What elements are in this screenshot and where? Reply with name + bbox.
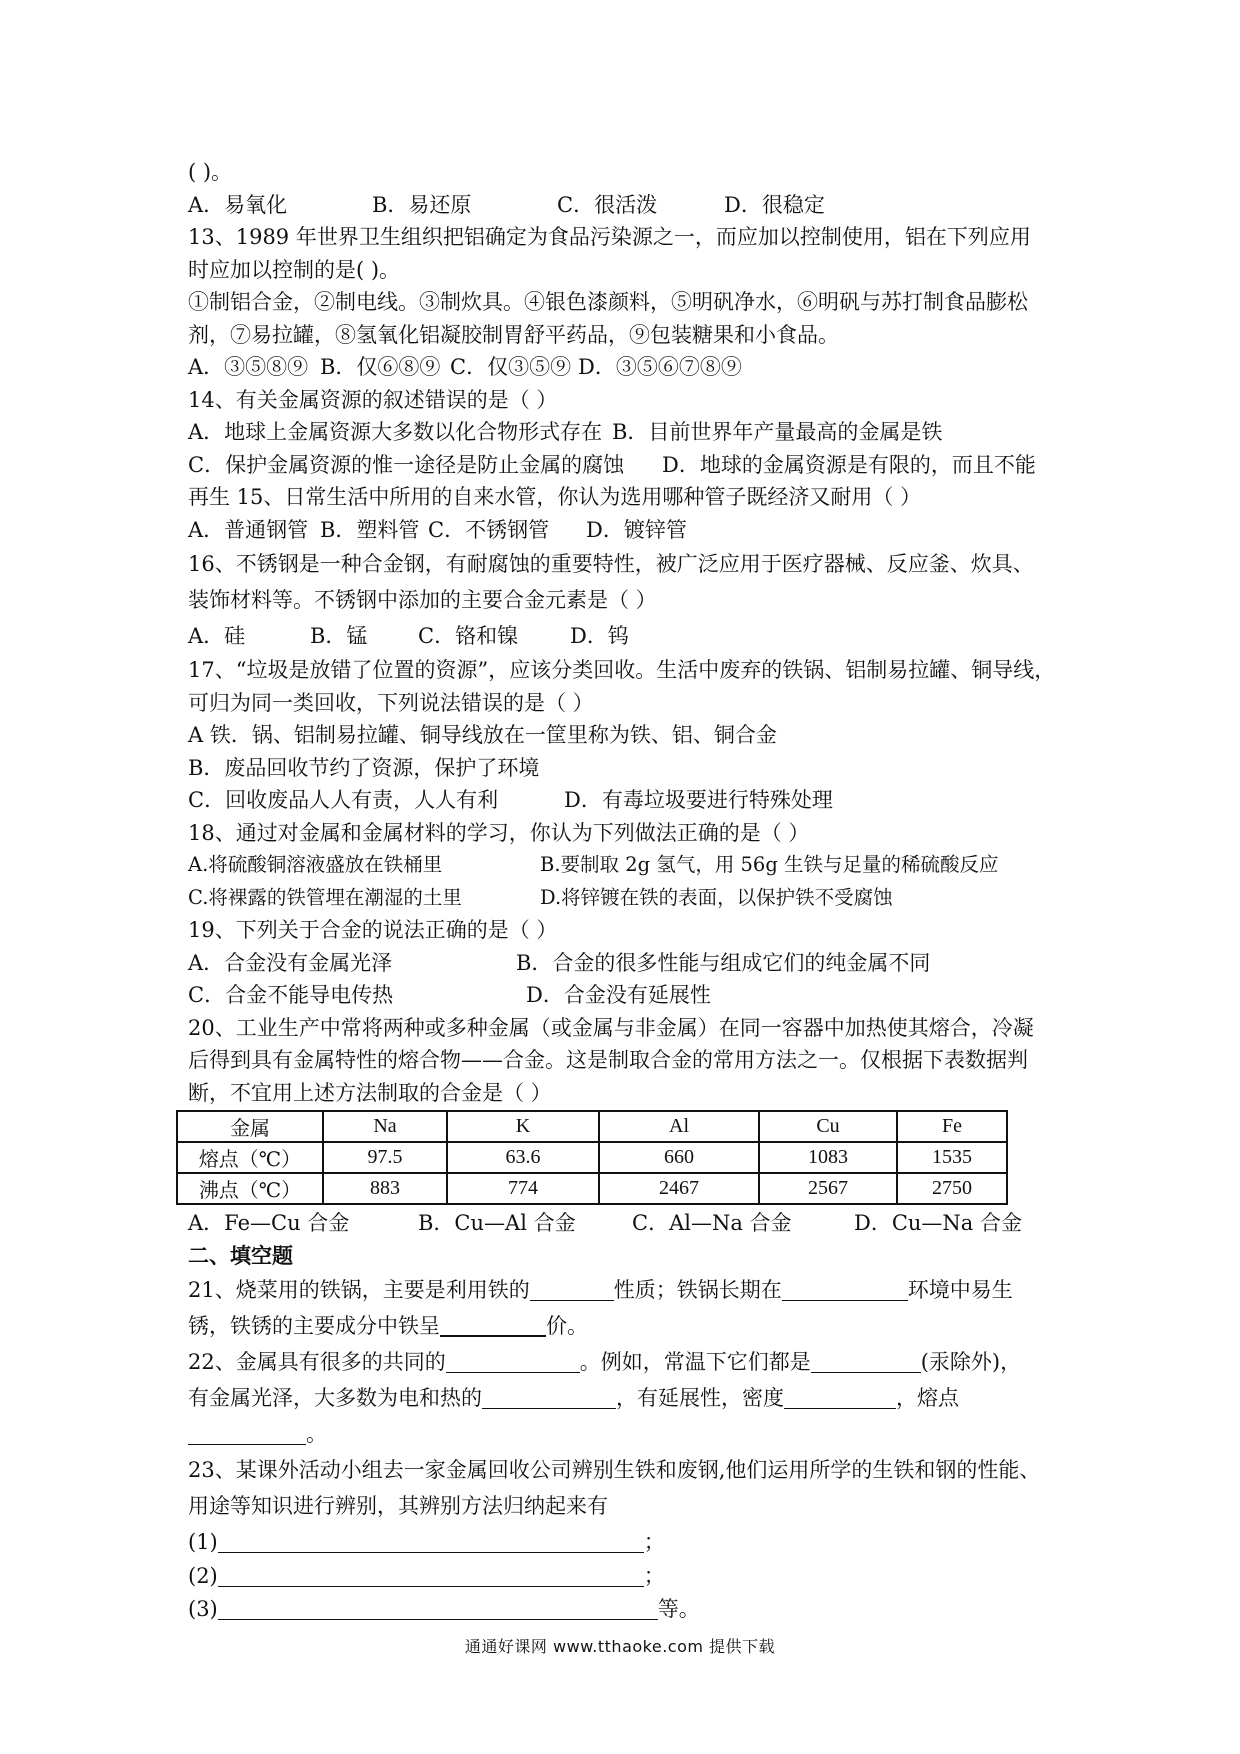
q19-options-ab — [188, 947, 1068, 980]
q14-option-d: D．地球的金属资源是有限的，而且不能 — [662, 452, 1036, 477]
q16-option-d: D．钨 — [570, 624, 629, 648]
q18-option-d: D.将锌镀在铁的表面，以保护铁不受腐蚀 — [540, 885, 893, 909]
q17-option-c: C．回收废品人人有责，人人有利 — [188, 788, 499, 812]
q17-options-cd — [188, 784, 1068, 817]
q23-line: 23、某课外活动小组去一家金属回收公司辨别生铁和废钢,他们运用所学的生铁和钢的性能、 — [188, 1458, 1041, 1482]
q22-text: (汞除外)， — [920, 1350, 1022, 1374]
q23-item-1 — [188, 1524, 1068, 1560]
q20-line: 断，不宜用上述方法制取的合金是（ ） — [188, 1080, 552, 1105]
q22-text: 有金属光泽，大多数为电和热的 — [188, 1386, 482, 1410]
q13-line: 时应加以控制的是( )。 — [188, 257, 401, 282]
q23-item-label: (1) — [188, 1530, 218, 1554]
q22-blank-conductor[interactable] — [482, 1384, 616, 1409]
table-cell: 2467 — [599, 1173, 759, 1204]
q22-text: 22、金属具有很多的共同的 — [188, 1350, 446, 1374]
q22-blank-melting-point[interactable] — [188, 1420, 306, 1445]
q12-option-a: A．易氧化 — [188, 192, 288, 217]
q20-option-b: B．Cu—Al 合金 — [418, 1211, 576, 1235]
table-cell: 774 — [447, 1173, 599, 1204]
q14-option-a: A．地球上金属资源大多数以化合物形式存在 — [188, 420, 603, 444]
q19-option-b: B．合金的很多性能与组成它们的纯金属不同 — [516, 950, 931, 975]
q20-option-d: D．Cu—Na 合金 — [854, 1211, 1022, 1235]
q23-item-end: 等。 — [657, 1596, 700, 1621]
table-header-cell: Cu — [759, 1111, 897, 1142]
q23-item-label: (2) — [188, 1564, 218, 1588]
table-row — [177, 1142, 1007, 1173]
q12-tail: ( )。 — [188, 160, 233, 184]
q22-blank-state[interactable] — [811, 1348, 921, 1373]
q12-option-b: B．易还原 — [372, 192, 472, 217]
q21-blank-valence[interactable] — [440, 1311, 546, 1337]
table-header-cell: Na — [323, 1111, 447, 1142]
q14-option-c: C．保护金属资源的惟一途径是防止金属的腐蚀 — [188, 452, 625, 477]
table-cell: 熔点（℃） — [177, 1142, 323, 1173]
q23-line: 用途等知识进行辨别，其辨别方法归纳起来有 — [188, 1494, 608, 1518]
q23-blank-method[interactable] — [218, 1528, 644, 1553]
q12-option-c: C．很活泼 — [557, 192, 658, 217]
q21-text: 21、烧菜用的铁锅，主要是利用铁的 — [188, 1278, 530, 1302]
table-header-row — [177, 1111, 1007, 1142]
q22-line — [188, 1380, 1068, 1416]
q17-line: A 铁．锅、铝制易拉罐、铜导线放在一筐里称为铁、铝、铜合金 — [188, 723, 777, 747]
q13-option-b: B．仅⑥⑧⑨ — [320, 355, 441, 379]
q13-line: ①制铝合金，②制电线。③制炊具。④银色漆颜料，⑤明矾净水，⑥明矾与苏打制食品膨松 — [188, 290, 1028, 314]
q18-option-a: A.将硫酸铜溶液盛放在铁桶里 — [188, 853, 443, 876]
table-cell: 2567 — [759, 1173, 897, 1204]
table-cell: 1535 — [897, 1142, 1007, 1173]
q21-text: 价。 — [546, 1314, 588, 1338]
q18-options-cd — [188, 882, 1068, 915]
q14-option-b: B．目前世界年产量最高的金属是铁 — [612, 420, 943, 444]
q13-line: 剂，⑦易拉罐，⑧氢氧化铝凝胶制胃舒平药品，⑨包装糖果和小食品。 — [188, 322, 839, 347]
q20-line: 后得到具有金属特性的熔合物——合金。这是制取合金的常用方法之一。仅根据下表数据判 — [188, 1048, 1028, 1072]
q16-option-a: A．硅 — [188, 624, 246, 648]
q17-line: 可归为同一类回收，下列说法错误的是（ ） — [188, 690, 594, 715]
table-cell: 1083 — [759, 1142, 897, 1173]
q20-options — [188, 1207, 1068, 1240]
q13-options — [188, 351, 1068, 384]
q16-option-c: C．铬和镍 — [418, 624, 519, 648]
table-cell: 97.5 — [323, 1142, 447, 1173]
q22-blank-properties[interactable] — [446, 1348, 580, 1373]
footer-credit: 通通好课网 www.tthaoke.com 提供下载 — [464, 1637, 776, 1656]
q15-option-b: B．塑料管 — [320, 517, 420, 542]
q22-text: ，有延展性，密度 — [616, 1386, 784, 1410]
q22-line — [188, 1344, 1068, 1380]
q22-blank-density[interactable] — [784, 1384, 896, 1409]
q14-options-cd — [188, 449, 1068, 482]
q23-blank-method[interactable] — [218, 1562, 644, 1587]
section-title-fill-in: 二、填空题 — [188, 1243, 293, 1268]
q15-option-a: A．普通钢管 — [188, 517, 309, 542]
q21-line — [188, 1308, 1068, 1344]
table-cell: 660 — [599, 1142, 759, 1173]
table-header-cell: K — [447, 1111, 599, 1142]
table-header-cell: Al — [599, 1111, 759, 1142]
q22-text: 。例如，常温下它们都是 — [579, 1350, 811, 1374]
q18-option-c: C.将裸露的铁管埋在潮湿的土里 — [188, 885, 462, 909]
q16-line: 16、不锈钢是一种合金钢，有耐腐蚀的重要特性，被广泛应用于医疗器械、反应釜、炊具、 — [188, 552, 1034, 576]
q21-line — [188, 1272, 1068, 1308]
q17-line: B．废品回收节约了资源，保护了环境 — [188, 755, 540, 780]
q23-item-end: ； — [643, 1564, 665, 1588]
q20-line: 20、工业生产中常将两种或多种金属（或金属与非金属）在同一容器中加热使其熔合，冷凝 — [188, 1015, 1034, 1040]
q23-item-end: ； — [643, 1530, 665, 1554]
q18-stem: 18、通过对金属和金属材料的学习，你认为下列做法正确的是（ ） — [188, 820, 810, 845]
q15-option-d: D．镀锌管 — [586, 517, 687, 542]
q23-item-label: (3) — [188, 1596, 218, 1621]
q14-options-ab — [188, 416, 1068, 449]
q13-option-d: D．③⑤⑥⑦⑧⑨ — [578, 355, 742, 379]
q18-options-ab — [188, 849, 1068, 882]
q16-options — [188, 618, 1068, 654]
q20-option-a: A．Fe—Cu 合金 — [188, 1211, 350, 1235]
q13-option-c: C．仅③⑤⑨ — [450, 355, 572, 379]
q22-text: 。 — [306, 1422, 327, 1446]
table-cell: 沸点（℃） — [177, 1173, 323, 1204]
q19-option-c: C．合金不能导电传热 — [188, 983, 394, 1007]
q23-blank-method[interactable] — [218, 1595, 658, 1620]
table-row — [177, 1173, 1007, 1204]
table-cell: 883 — [323, 1173, 447, 1204]
table-cell: 63.6 — [447, 1142, 599, 1173]
melting-boiling-point-table — [176, 1110, 1008, 1205]
q22-line — [188, 1416, 1068, 1452]
q23-item-2 — [188, 1560, 1068, 1593]
exam-page — [188, 156, 1068, 1625]
q18-option-b: B.要制取 2g 氢气，用 56g 生铁与足量的稀硫酸反应 — [540, 853, 999, 876]
q15-options — [188, 514, 1068, 547]
q19-options-cd — [188, 979, 1068, 1012]
q14-stem: 14、有关金属资源的叙述错误的是（ ） — [188, 387, 558, 412]
q14-wrap-q15-stem: 再生 15、日常生活中所用的自来水管，你认为选用哪种管子既经济又耐用（ ） — [188, 485, 922, 509]
q16-line: 装饰材料等。不锈钢中添加的主要合金元素是（ ） — [188, 588, 657, 612]
q21-blank-environment[interactable] — [782, 1276, 908, 1301]
table-header-cell: Fe — [897, 1111, 1007, 1142]
q13-option-a: A．③⑤⑧⑨ — [188, 355, 309, 379]
q21-text: 锈，铁锈的主要成分中铁呈 — [188, 1314, 440, 1338]
q12-options — [188, 189, 1068, 222]
table-header-cell: 金属 — [177, 1111, 323, 1142]
q15-option-c: C．不锈钢管 — [428, 517, 550, 542]
q16-option-b: B．锰 — [310, 624, 368, 648]
q23-item-3 — [188, 1593, 1068, 1626]
q19-stem: 19、下列关于合金的说法正确的是（ ） — [188, 918, 558, 942]
q12-option-d: D．很稳定 — [724, 192, 825, 217]
q22-text: ，熔点 — [896, 1386, 959, 1410]
q21-blank-property[interactable] — [530, 1276, 614, 1301]
q13-line: 13、1989 年世界卫生组织把铝确定为食品污染源之一，而应加以控制使用，铝在下列应用 — [188, 225, 1031, 249]
q19-option-a: A．合金没有金属光泽 — [188, 950, 393, 975]
q19-option-d: D．合金没有延展性 — [526, 983, 711, 1007]
q17-line: 17、“垃圾是放错了位置的资源”，应该分类回收。生活中废弃的铁锅、铝制易拉罐、铜导线， — [188, 658, 1056, 682]
q21-text: 性质；铁锅长期在 — [613, 1278, 782, 1302]
q20-option-c: C．Al—Na 合金 — [632, 1211, 792, 1235]
q21-text: 环境中易生 — [907, 1278, 1013, 1302]
q17-option-d: D．有毒垃圾要进行特殊处理 — [564, 788, 833, 812]
table-cell: 2750 — [897, 1173, 1007, 1204]
